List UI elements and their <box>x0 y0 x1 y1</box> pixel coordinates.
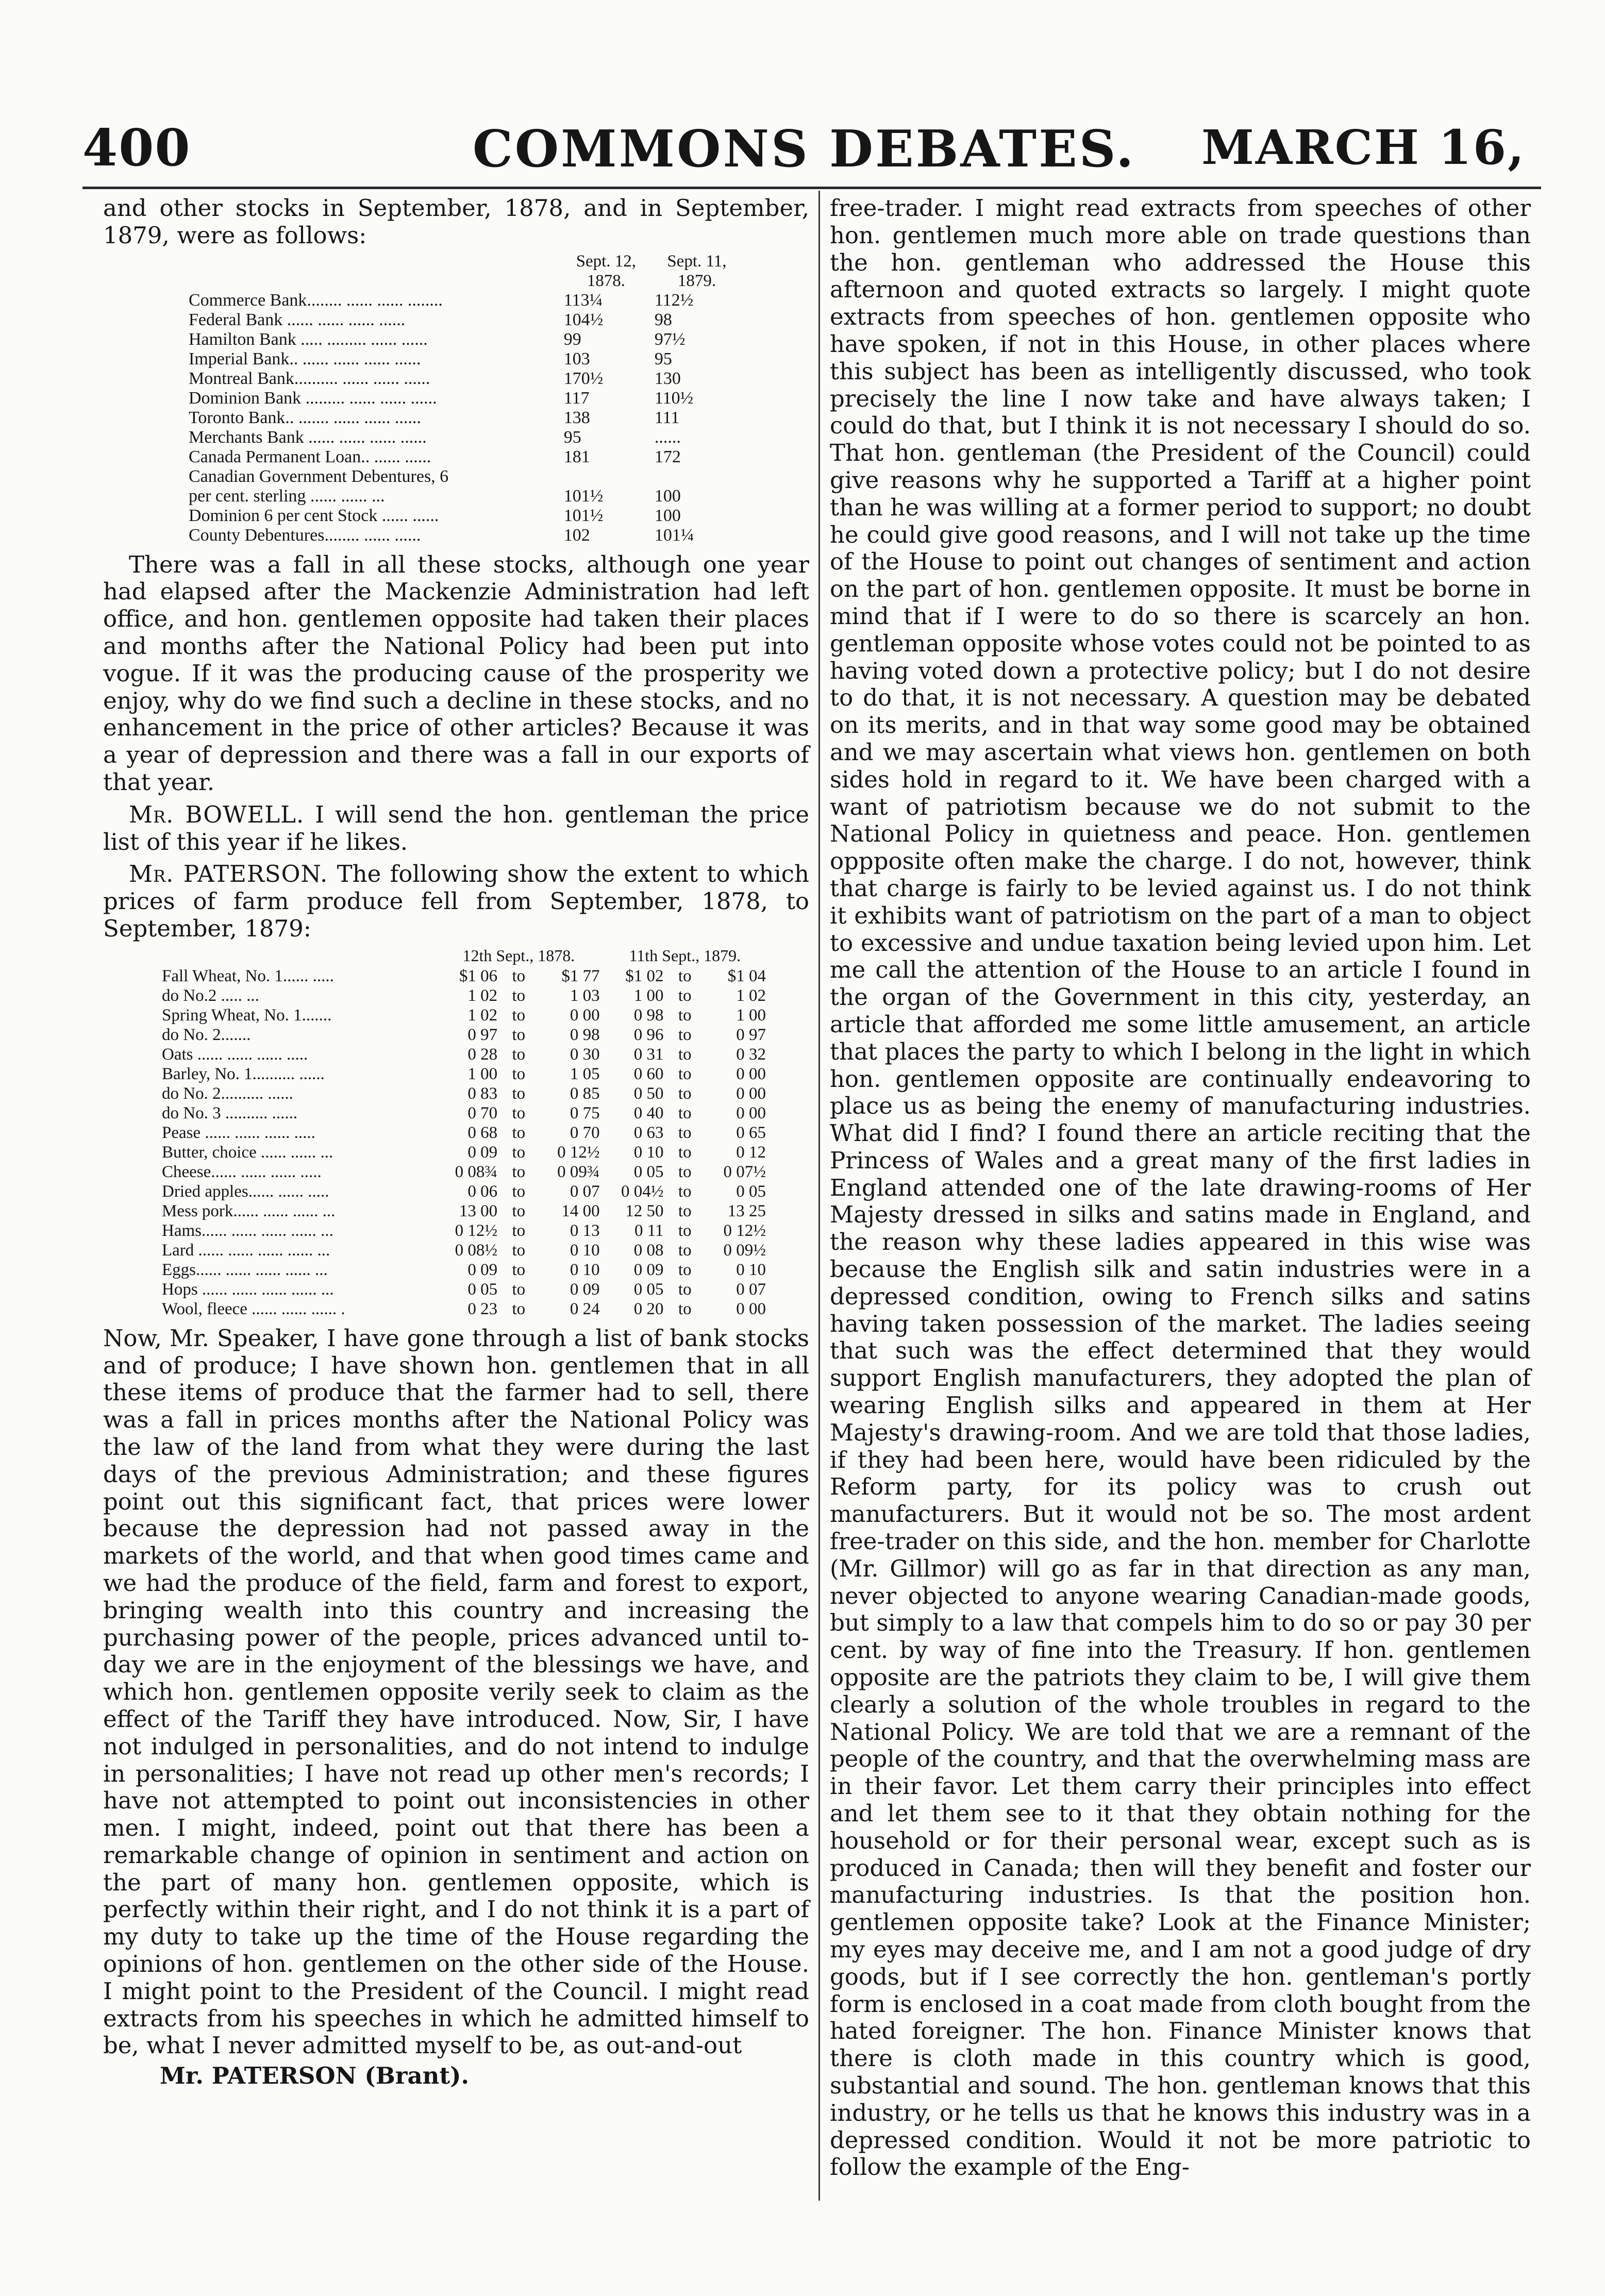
produce-name: Cheese...... ...... ...... ..... <box>162 1162 322 1181</box>
price-1879-low: $1 02 <box>625 966 664 985</box>
produce-name: Hams...... ...... ...... ...... ... <box>162 1221 333 1240</box>
price-1878-high: 0 07 <box>570 1182 600 1201</box>
page-date: MARCH 16, <box>1201 120 1526 175</box>
produce-name: Dried apples...... ...... ..... <box>162 1182 329 1201</box>
bank-stocks-table <box>186 252 742 545</box>
range-to: to <box>512 966 526 985</box>
table-row <box>186 291 742 310</box>
table-row <box>160 1260 768 1280</box>
range-to: to <box>512 1123 526 1142</box>
produce-name: Spring Wheat, No. 1....... <box>162 1005 332 1025</box>
produce-name: do No.2 ..... ... <box>162 986 259 1005</box>
price-1879-high: 1 00 <box>736 1005 766 1025</box>
produce-name: Lard ...... ...... ...... ...... ... <box>162 1241 330 1260</box>
table-row <box>160 1064 768 1084</box>
produce-name: Oats ...... ...... ...... ..... <box>162 1045 308 1064</box>
range-to: to <box>678 1045 692 1064</box>
range-to: to <box>678 966 692 985</box>
price-1878-high: 1 03 <box>570 986 600 1005</box>
price-1878-high: 0 10 <box>570 1241 600 1260</box>
price-1879-low: 0 04½ <box>621 1182 664 1201</box>
range-to: to <box>512 1241 526 1260</box>
table-row <box>160 1123 768 1143</box>
stock-value-1878: 181 <box>563 447 590 466</box>
stock-name: per cent. sterling ...... ...... ... <box>189 486 385 506</box>
produce-name: Wool, fleece ...... ...... ...... . <box>162 1299 345 1318</box>
speaker-bowell: Mr. BOWELL. <box>129 800 305 828</box>
table-row <box>160 1280 768 1299</box>
produce-col-1879: 11th Sept., 1879. <box>629 946 741 965</box>
paterson-text: The following show the extent to which prices of farm produce fell from September, 1878, to September, 1879: <box>103 860 809 942</box>
price-1879-low: 0 60 <box>633 1064 664 1083</box>
table-row <box>160 1162 768 1182</box>
price-1878-high: 0 13 <box>570 1221 600 1240</box>
price-1878-high: 0 85 <box>570 1084 600 1103</box>
page-title: COMMONS DEBATES. <box>472 120 1136 179</box>
price-1879-high: $1 04 <box>727 966 766 985</box>
range-to: to <box>678 1299 692 1318</box>
range-to: to <box>512 986 526 1005</box>
price-1879-low: 0 40 <box>633 1103 664 1122</box>
price-1879-low: 0 98 <box>633 1005 664 1025</box>
price-1878-high: 0 30 <box>570 1045 600 1064</box>
table-row <box>186 428 742 447</box>
table-row <box>186 487 742 506</box>
range-to: to <box>512 1084 526 1103</box>
stock-value-1879: 111 <box>654 408 680 427</box>
stock-name: Montreal Bank.......... ...... ...... ...... <box>189 368 430 388</box>
range-to: to <box>678 1260 692 1279</box>
price-1879-low: 0 08 <box>633 1241 664 1260</box>
price-1879-low: 0 31 <box>633 1045 664 1064</box>
table-row <box>160 1084 768 1103</box>
produce-name: Pease ...... ...... ...... ..... <box>162 1123 315 1142</box>
stocks-col-1879: Sept. 11, 1879. <box>667 252 727 290</box>
table-row <box>186 526 742 545</box>
table-row <box>160 1182 768 1201</box>
range-to: to <box>678 1143 692 1162</box>
left-column <box>103 195 809 2090</box>
range-to: to <box>678 1201 692 1220</box>
price-1879-high: 0 09½ <box>723 1241 766 1260</box>
produce-table-header <box>160 945 768 966</box>
range-to: to <box>512 1005 526 1025</box>
stock-name: Canada Permanent Loan.. ...... ...... <box>189 447 431 466</box>
stock-value-1879: 110½ <box>654 388 694 408</box>
table-row <box>160 1103 768 1123</box>
table-row <box>186 349 742 369</box>
right-column <box>830 195 1531 2181</box>
price-1879-low: 1 00 <box>633 986 664 1005</box>
produce-table-body <box>160 966 768 1319</box>
paterson-remark <box>103 861 809 942</box>
stock-value-1878 <box>561 467 651 487</box>
range-to: to <box>678 1103 692 1122</box>
price-1878-low: 0 28 <box>467 1045 498 1064</box>
range-to: to <box>512 1064 526 1083</box>
table-row <box>186 408 742 428</box>
range-to: to <box>678 1064 692 1083</box>
stock-value-1878: 170½ <box>563 368 604 388</box>
stocks-table-header <box>186 252 742 291</box>
produce-name: do No. 2....... <box>162 1025 251 1044</box>
price-1879-high: 13 25 <box>727 1201 766 1220</box>
price-1878-high: 0 12½ <box>557 1143 600 1162</box>
price-1879-low: 0 10 <box>633 1143 664 1162</box>
range-to: to <box>678 1241 692 1260</box>
stock-value-1879: 95 <box>654 349 672 368</box>
price-1878-low: 0 12½ <box>455 1221 498 1240</box>
price-1878-low: 0 97 <box>467 1025 498 1044</box>
price-1878-high: 0 75 <box>570 1103 600 1122</box>
price-1879-high: 0 10 <box>736 1260 766 1279</box>
price-1878-high: 1 05 <box>570 1064 600 1083</box>
price-1878-low: 0 06 <box>467 1182 498 1201</box>
price-1878-low: 0 08¾ <box>455 1162 498 1181</box>
price-1879-high: 0 00 <box>736 1064 766 1083</box>
price-1879-high: 0 05 <box>736 1182 766 1201</box>
price-1878-low: 0 83 <box>467 1084 498 1103</box>
stock-name: County Debentures........ ...... ...... <box>189 525 421 545</box>
range-to: to <box>512 1103 526 1122</box>
price-1878-high: 0 10 <box>570 1260 600 1279</box>
price-1879-high: 0 00 <box>736 1103 766 1122</box>
price-1879-low: 0 96 <box>633 1025 664 1044</box>
table-row <box>160 986 768 1005</box>
range-to: to <box>512 1221 526 1240</box>
range-to: to <box>512 1182 526 1201</box>
table-row <box>160 1201 768 1221</box>
table-row <box>160 1221 768 1241</box>
table-row <box>160 1025 768 1045</box>
stock-value-1879: 98 <box>654 310 672 329</box>
stock-name: Dominion 6 per cent Stock ...... ...... <box>189 506 439 525</box>
stock-value-1879: 100 <box>654 486 681 506</box>
produce-name: do No. 3 .......... ...... <box>162 1103 298 1122</box>
price-1879-high: 0 00 <box>736 1084 766 1103</box>
stock-value-1879 <box>651 467 742 487</box>
price-1878-low: 0 09 <box>467 1260 498 1279</box>
stock-value-1878: 113¼ <box>563 290 603 310</box>
table-row <box>186 310 742 330</box>
paragraph-now-mr-speaker: Now, Mr. Speaker, I have gone through a list of bank stocks and of produce; I have shown hon. gentlemen that in all these items of produce that the farmer had to sell, there was a fall in prices months after the National Policy was the law of the land from what they were during the last days of the previous Administration; and these figures point out this significant fact, that prices were lower because the depression had not passed away in the markets of the world, and that when good times came and we had the produce of the field, farm and forest to export, bringing wealth into this country and increasing the purchasing power of the people, prices advanced until to-day we are in the enjoyment of the blessings we have, and which hon. gentlemen opposite verily seek to claim as the effect of the Tariff they have introduced. Now, Sir, I have not indulged in personalities, and do not intend to indulge in personalities; I have not read up other men's records; I have not attempted to point out inconsistencies in other men. I might, indeed, point out that there has been a remarkable change of opinion in sentiment and action on the part of many hon. gentlemen opposite, which is perfectly within their right, and I do not think it is a part of my duty to take up the time of the House regarding the opinions of hon. gentlemen on the other side of the House. I might point to the President of the Council. I might read extracts from his speeches in which he admitted himself to be, what I never admitted myself to be, as out-and-out <box>103 1324 809 2059</box>
stock-value-1878: 101½ <box>563 506 604 525</box>
range-to: to <box>678 1280 692 1299</box>
price-1878-low: 0 08½ <box>455 1241 498 1260</box>
stock-name: Hamilton Bank ..... ......... ...... ...... <box>189 329 428 349</box>
stock-name: Merchants Bank ...... ...... ...... ...... <box>189 427 427 447</box>
price-1878-high: 0 09 <box>570 1280 600 1299</box>
table-row <box>160 1299 768 1319</box>
stock-value-1879: ...... <box>654 427 681 447</box>
speaker-paterson: Mr. PATERSON. <box>129 860 328 888</box>
farm-produce-table <box>160 945 768 1319</box>
range-to: to <box>512 1025 526 1044</box>
produce-name: Fall Wheat, No. 1...... ..... <box>162 966 334 985</box>
price-1878-low: $1 06 <box>459 966 498 985</box>
stock-name: Imperial Bank.. ...... ...... ...... ...... <box>189 349 421 368</box>
price-1879-high: 0 07 <box>736 1280 766 1299</box>
range-to: to <box>512 1162 526 1181</box>
price-1878-high: 0 70 <box>570 1123 600 1142</box>
stock-value-1878: 95 <box>563 427 581 447</box>
price-1879-low: 12 50 <box>625 1201 664 1220</box>
bowell-text: I will send the hon. gentleman the price list of this year if he likes. <box>103 800 809 856</box>
price-1878-low: 0 68 <box>467 1123 498 1142</box>
price-1878-low: 0 70 <box>467 1103 498 1122</box>
price-1879-high: 0 07½ <box>723 1162 766 1181</box>
stock-value-1878: 101½ <box>563 486 604 506</box>
stock-value-1879: 101¼ <box>654 525 694 545</box>
range-to: to <box>678 1182 692 1201</box>
table-row <box>186 467 742 487</box>
price-1878-high: 0 98 <box>570 1025 600 1044</box>
stocks-intro: and other stocks in September, 1878, and in September, 1879, were as follows: <box>103 194 809 249</box>
produce-name: Eggs...... ...... ...... ...... ... <box>162 1260 328 1279</box>
price-1878-low: 1 02 <box>467 1005 498 1025</box>
stock-name: Canadian Government Debentures, 6 <box>189 466 449 486</box>
price-1879-low: 0 20 <box>633 1299 664 1318</box>
running-footer-speaker: Mr. PATERSON (Brant). <box>160 2062 470 2090</box>
stocks-col-1878: Sept. 12, 1878. <box>576 252 637 290</box>
table-row <box>160 966 768 986</box>
price-1879-low: 0 05 <box>633 1280 664 1299</box>
table-row <box>160 1005 768 1025</box>
price-1879-high: 0 97 <box>736 1025 766 1044</box>
price-1878-low: 0 09 <box>467 1143 498 1162</box>
produce-name: do No. 2.......... ...... <box>162 1084 293 1103</box>
table-row <box>160 1241 768 1260</box>
table-row <box>186 506 742 526</box>
produce-col-1878: 12th Sept., 1878. <box>462 946 575 965</box>
table-row <box>160 1045 768 1064</box>
price-1879-low: 0 63 <box>633 1123 664 1142</box>
produce-name: Hops ...... ...... ...... ...... ... <box>162 1280 334 1299</box>
bowell-remark <box>103 801 809 856</box>
range-to: to <box>678 1084 692 1103</box>
produce-name: Mess pork...... ...... ...... ... <box>162 1201 336 1220</box>
price-1878-high: 0 00 <box>570 1005 600 1025</box>
price-1879-high: 0 32 <box>736 1045 766 1064</box>
price-1879-low: 0 11 <box>634 1221 664 1240</box>
stock-name: Toronto Bank.. ....... ...... ...... ...... <box>189 408 421 427</box>
stock-value-1878: 117 <box>563 388 590 408</box>
produce-name: Barley, No. 1.......... ...... <box>162 1064 325 1083</box>
price-1878-low: 1 00 <box>467 1064 498 1083</box>
price-1879-high: 0 65 <box>736 1123 766 1142</box>
range-to: to <box>678 1005 692 1025</box>
price-1879-low: 0 09 <box>633 1260 664 1279</box>
price-1878-low: 0 05 <box>467 1280 498 1299</box>
range-to: to <box>678 1221 692 1240</box>
price-1878-low: 13 00 <box>459 1201 498 1220</box>
stock-value-1879: 130 <box>654 368 681 388</box>
range-to: to <box>678 1025 692 1044</box>
stock-value-1879: 100 <box>654 506 681 525</box>
stock-value-1878: 103 <box>563 349 590 368</box>
price-1879-high: 0 12 <box>736 1143 766 1162</box>
stock-value-1878: 138 <box>563 408 590 427</box>
page-number: 400 <box>82 119 191 178</box>
table-row <box>186 389 742 408</box>
price-1879-low: 0 05 <box>633 1162 664 1181</box>
range-to: to <box>512 1280 526 1299</box>
price-1878-high: 0 24 <box>570 1299 600 1318</box>
range-to: to <box>512 1260 526 1279</box>
price-1878-high: 14 00 <box>561 1201 600 1220</box>
page-header <box>82 108 1526 186</box>
range-to: to <box>512 1045 526 1064</box>
column-divider <box>818 191 820 2201</box>
price-1879-low: 0 50 <box>633 1084 664 1103</box>
range-to: to <box>512 1143 526 1162</box>
table-row <box>186 369 742 389</box>
stocks-table-body <box>186 291 742 545</box>
price-1878-high: 0 09¾ <box>557 1162 600 1181</box>
range-to: to <box>512 1299 526 1318</box>
stock-value-1878: 104½ <box>563 310 604 329</box>
produce-name: Butter, choice ...... ...... ... <box>162 1143 333 1162</box>
range-to: to <box>512 1201 526 1220</box>
price-1878-high: $1 77 <box>561 966 600 985</box>
paragraph-free-trader: free-trader. I might read extracts from speeches of other hon. gentlemen much more able on trade questions than the hon. gentleman who addressed the House this afternoon and quoted extracts so largely. I might quote extracts from speeches of hon. gentlemen opposite who have spoken, if not in this House, in other places where this subject has been as intelligently discussed, who took precisely the line I now take and have always taken; I could do that, but I think it is not necessary I should do so. That hon. gentleman (the President of the Council) could give reasons why he supported a Tariff at a higher point than he was willing at a former period to support; no doubt he could give good reasons, and I will not take up the time of the House to point out changes of sentiment and action on the part of hon. gentlemen opposite. It must be borne in mind that if I were to do so there is scarcely an hon. gentleman opposite whose votes could not be pointed to as having voted down a protective policy; but I do not desire to do that, it is not necessary. A question may be debated on its merits, and in that way some good may be obtained and we may ascertain what views hon. gentlemen on both sides hold in regard to it. We have been charged with a want of patriotism because we do not submit to the National Policy in quietness and peace. Hon. gentlemen oppposite often make the charge. I do not, however, think that charge is fairly to be levied against us. I do not think it exhibits want of patriotism on the part of a man to object to excessive and undue taxation being levied upon him. Let me call the attention of the House to an article I found in the organ of the Government in this city, yesterday, an article that afforded me some little amusement, an article that places the party to which I belong in the light in which hon. gentlemen opposite are continually endeavoring to place us as being the enemy of manufacturing industries. What did I find? I found there an article reciting that the Princess of Wales and a great many of the first ladies in England attended one of the late drawing-rooms of Her Majesty dressed in silks and satins made in England, and the reason why these ladies appeared in this wise was because the English silk and satin industries were in a depressed condition, owing to French silks and satins having taken possession of the market. The ladies seeing that such was the effect determined that they would support English manufacturers, they adopted the plan of wearing English silks and appeared in them at Her Majesty's drawing-room. And we are told that those ladies, if they had been here, would have been ridiculed by the Reform party, for its policy was to crush out manufacturers. But it would not be so. The most ardent free-trader on this side, and the hon. member for Charlotte (Mr. Gillmor) will go as far in that direction as any man, never objected to anyone wearing Canadian-made goods, but simply to a law that compels him to do so or pay 30 per cent. by way of fine into the Treasury. If hon. gentlemen opposite are the patriots they claim to be, I will give them clearly a solution of the whole troubles in regard to the National Policy. We are told that we are a remnant of the people of the country, and that the overwhelming mass are in their favor. Let them carry their principles into effect and let them see to it that they obtain nothing for the household or for their personal wear, except such as is produced in Canada; then will they benefit and foster our manufacturing industries. Is that the position hon. gentlemen opposite take? Look at the Finance Minister; my eyes may deceive me, and I am not a good judge of dry goods, but if I see correctly the hon. gentleman's portly form is enclosed in a coat made from cloth bought from the hated foreigner. The hon. Finance Minister knows that there is cloth made in this country which is good, substantial and sound. The hon. gentleman knows that this industry, or he tells us that he knows this industry was in a depressed condition. Would it not be more patriotic to follow the example of the Eng- <box>830 194 1531 2181</box>
header-rule <box>82 187 1541 189</box>
range-to: to <box>678 1162 692 1181</box>
table-row <box>186 330 742 349</box>
paragraph-stock-fall: There was a fall in all these stocks, although one year had elapsed after the Mackenzie Administration had left office, and hon. gentlemen opposite had taken their places and months after the National Policy had been put into vogue. If it was the producing cause of the prosperity we enjoy, why do we find such a decline in these stocks, and no enhancement in the price of other articles? Because it was a year of depression and there was a fall in our exports of that year. <box>103 550 809 796</box>
table-row <box>160 1143 768 1162</box>
stock-value-1879: 172 <box>654 447 681 466</box>
price-1879-high: 0 00 <box>736 1299 766 1318</box>
range-to: to <box>678 1123 692 1142</box>
price-1878-low: 1 02 <box>467 986 498 1005</box>
stock-name: Commerce Bank........ ...... ...... ........ <box>189 290 443 310</box>
price-1879-high: 1 02 <box>736 986 766 1005</box>
stock-value-1879: 97½ <box>654 329 686 349</box>
stock-value-1878: 102 <box>563 525 590 545</box>
stock-name: Dominion Bank ......... ...... ...... ...... <box>189 388 437 408</box>
stock-name: Federal Bank ...... ...... ...... ...... <box>189 310 406 329</box>
price-1878-low: 0 23 <box>467 1299 498 1318</box>
range-to: to <box>678 986 692 1005</box>
stock-value-1878: 99 <box>563 329 581 349</box>
stock-value-1879: 112½ <box>654 290 694 310</box>
table-row <box>186 447 742 467</box>
price-1879-high: 0 12½ <box>723 1221 766 1240</box>
